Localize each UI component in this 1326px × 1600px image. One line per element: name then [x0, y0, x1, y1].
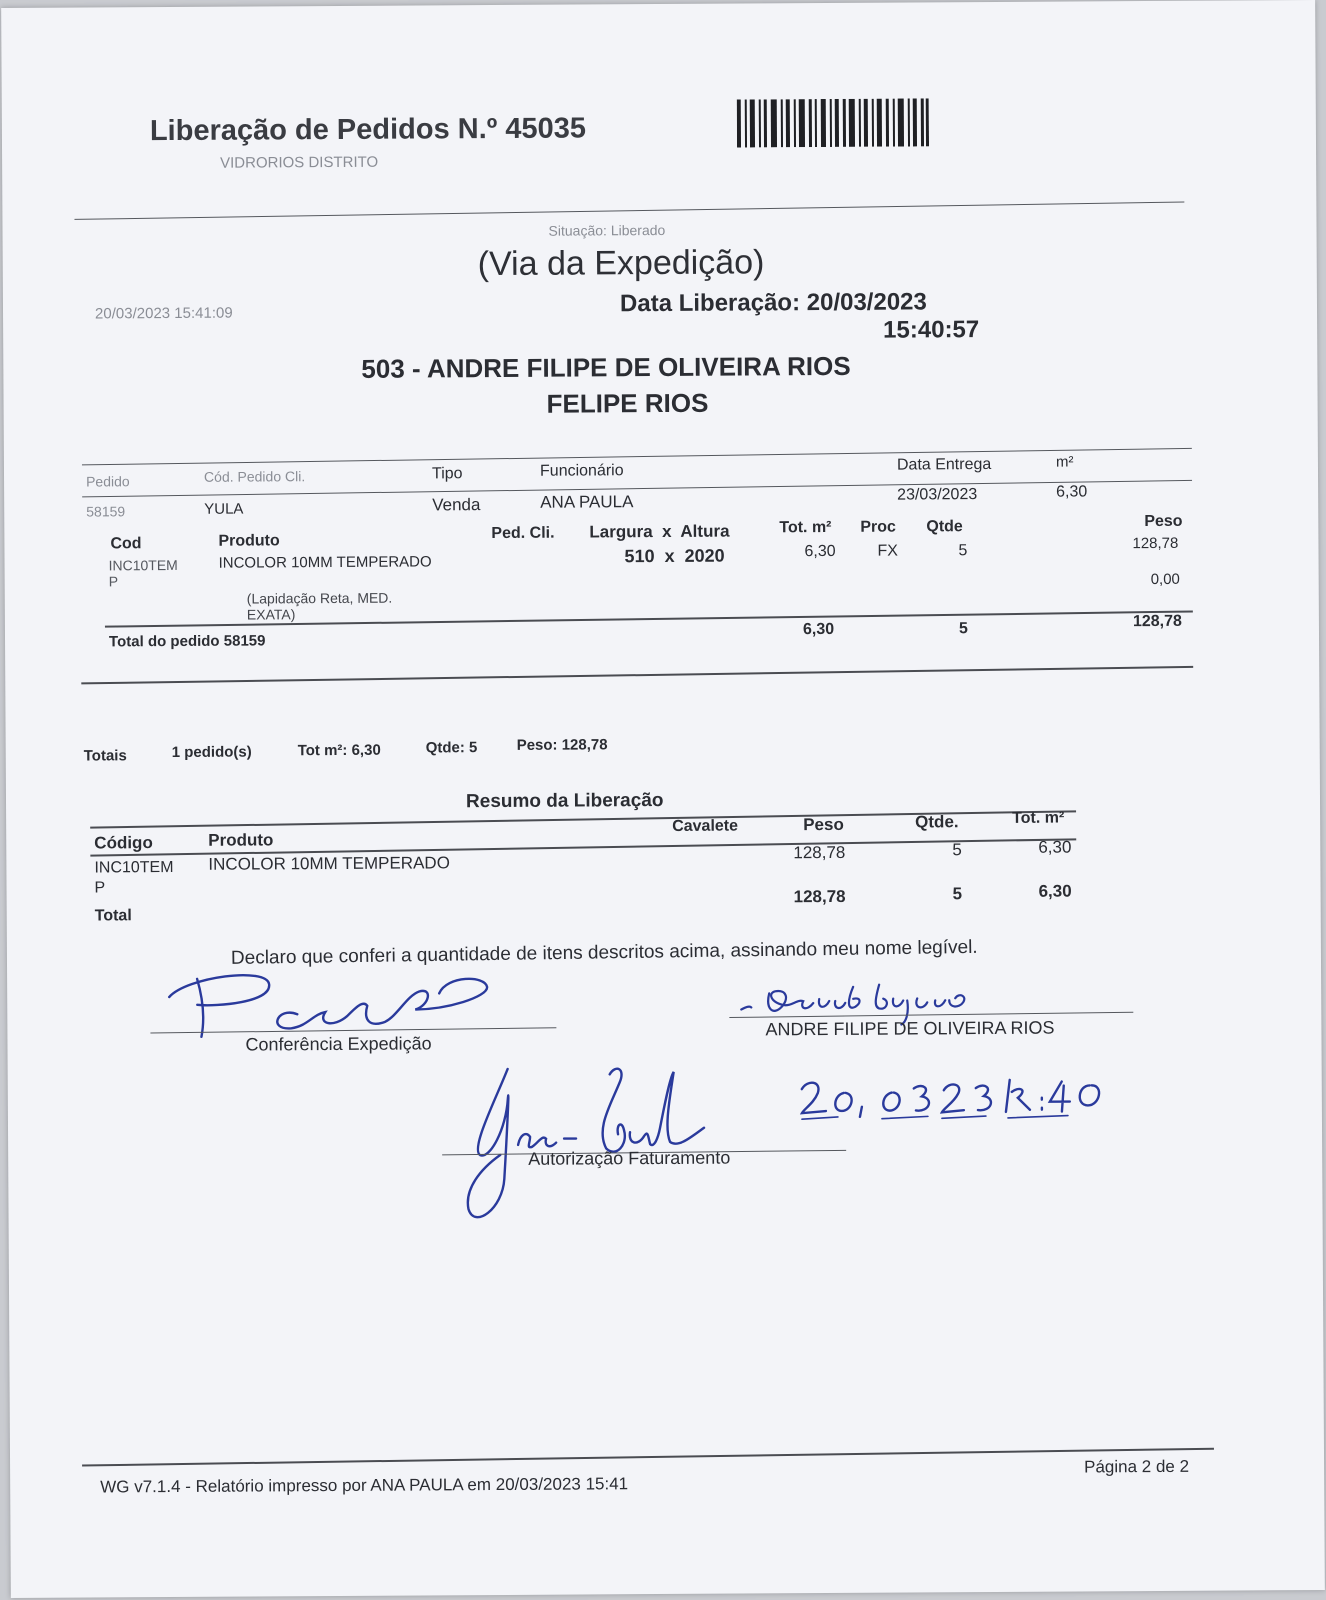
pedido-numero: 58159 [86, 503, 126, 520]
item-col-produto: Produto [218, 532, 280, 550]
item-tot-m2: 6,30 [804, 542, 836, 561]
resumo-codigo: INC10TEM [94, 858, 174, 877]
resumo-col-tot-m2: Tot. m² [1012, 809, 1065, 827]
pedido-m2: 6,30 [1056, 483, 1088, 501]
total-pedido-label: Total do pedido 58159 [108, 632, 266, 651]
document-page [1, 0, 1325, 1598]
col-cod-pedido-cli: Cód. Pedido Cli. [203, 468, 306, 485]
resumo-peso: 128,78 [793, 842, 846, 863]
item-col-peso: Peso [1144, 512, 1183, 531]
item-servico: (Lapidação Reta, MED. [246, 589, 393, 607]
col-pedido: Pedido [86, 473, 130, 490]
resumo-tot-m2: 6,30 [1038, 837, 1072, 857]
declaracao-text: Declaro que conferi a quantidade de itens descritos acima, assinando meu nome legível. [230, 936, 978, 969]
barcode-icon [737, 98, 929, 147]
resumo-total-qtde: 5 [952, 884, 963, 904]
conferencia-label: Conferência Expedição [245, 1033, 432, 1055]
item-servico-peso: 0,00 [1150, 570, 1180, 589]
handwritten-signature-icon [460, 1058, 741, 1230]
barcode [737, 98, 929, 147]
item-dimensoes: 510 x 2020 [624, 545, 725, 567]
company-name: VIDRORIOS DISTRITO [220, 153, 379, 172]
col-data-entrega: Data Entrega [896, 455, 992, 474]
totais-m2: Tot m²: 6,30 [297, 741, 381, 760]
resumo-col-codigo: Código [94, 833, 153, 853]
footer-info: WG v7.1.4 - Relatório impresso por ANA PAULA em 20/03/2023 15:41 [100, 1474, 629, 1497]
pedido-cod-cli: YULA [204, 500, 244, 518]
item-qtde: 5 [958, 542, 968, 560]
pedido-tipo: Venda [432, 495, 481, 515]
autorizacao-label: Autorização Faturamento [528, 1147, 731, 1169]
totais-label: Totais [83, 747, 127, 765]
handwritten-date [798, 1071, 1128, 1138]
handwritten-date-icon [798, 1071, 1128, 1133]
cliente-label: ANDRE FILIPE DE OLIVEIRA RIOS [765, 1017, 1055, 1040]
item-peso: 128,78 [1132, 534, 1179, 553]
total-pedido-m2: 6,30 [802, 620, 835, 639]
resumo-produto: INCOLOR 10MM TEMPERADO [208, 853, 450, 874]
item-col-cod: Cod [110, 535, 142, 553]
item-servico-cont: EXATA) [246, 606, 296, 623]
resumo-total-m2: 6,30 [1038, 881, 1072, 901]
resumo-total-label: Total [94, 907, 132, 925]
footer-rule [82, 1448, 1214, 1467]
resumo-col-cavalete: Cavalete [672, 817, 739, 835]
resumo-title: Resumo da Liberação [465, 789, 664, 813]
col-funcionario: Funcionário [539, 462, 624, 480]
item-proc: FX [877, 542, 898, 560]
col-m2: m² [1055, 453, 1074, 471]
pedido-bottom-rule [81, 666, 1193, 684]
totais-qtde: Qtde: 5 [425, 739, 478, 757]
cliente-nome: 503 - ANDRE FILIPE DE OLIVEIRA RIOS [361, 350, 851, 384]
page-number: Página 2 de 2 [1084, 1456, 1190, 1477]
header-divider [74, 201, 1184, 219]
cliente-apelido: FELIPE RIOS [546, 387, 709, 419]
via-title: (Via da Expedição) [477, 243, 765, 284]
item-cod: INC10TEM [108, 556, 178, 574]
data-liberacao: Data Liberação: 20/03/2023 [619, 288, 927, 318]
item-col-qtde: Qtde [926, 518, 963, 536]
resumo-col-produto: Produto [208, 830, 274, 850]
totais-peso: Peso: 128,78 [516, 736, 608, 754]
item-col-ped-cli: Ped. Cli. [491, 524, 555, 543]
total-pedido-qtde: 5 [958, 620, 968, 638]
item-produto: INCOLOR 10MM TEMPERADO [218, 553, 432, 572]
resumo-total-peso: 128,78 [793, 886, 846, 907]
pedido-top-rule [82, 448, 1192, 465]
item-cod-cont: P [108, 573, 119, 590]
printed-timestamp: 20/03/2023 15:41:09 [94, 304, 233, 323]
total-pedido-peso: 128,78 [1132, 612, 1182, 631]
item-col-proc: Proc [860, 518, 896, 536]
signature-autorizacao [460, 1058, 741, 1235]
resumo-col-qtde: Qtde. [915, 812, 959, 832]
item-col-tot-m2: Tot. m² [779, 518, 832, 537]
document-title: Liberação de Pedidos N.º 45035 [149, 112, 587, 148]
pedido-data-entrega: 23/03/2023 [897, 486, 978, 504]
hora-liberacao: 15:40:57 [883, 316, 980, 344]
resumo-col-peso: Peso [803, 814, 844, 835]
resumo-qtde: 5 [952, 840, 962, 860]
resumo-codigo-cont: P [94, 879, 106, 897]
item-col-largura-altura: Largura x Altura [589, 521, 730, 542]
totais-pedidos: 1 pedido(s) [171, 743, 252, 762]
situacao-label: Situação: Liberado [548, 221, 666, 239]
col-tipo: Tipo [431, 465, 463, 483]
pedido-funcionario: ANA PAULA [540, 492, 634, 512]
